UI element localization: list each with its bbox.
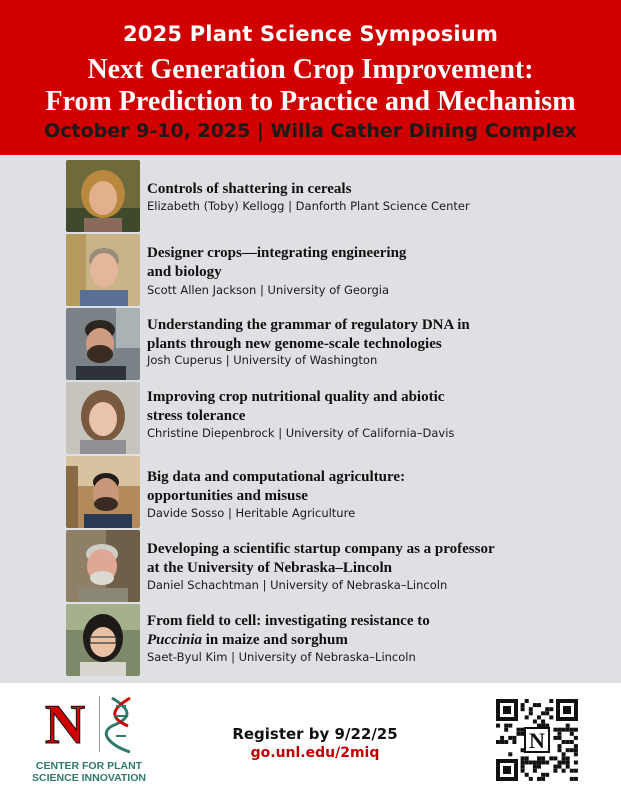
talk-title-line2 xyxy=(147,631,348,649)
talk-title: Improving crop nutritional quality and abiotic xyxy=(147,389,445,405)
talk-title-line2: and biology xyxy=(147,264,222,280)
nebraska-n-logo xyxy=(35,695,95,751)
talk-speaker: Christine Diepenbrock | University of California–Davis xyxy=(147,426,455,440)
symposium-name: 2025 Plant Science Symposium xyxy=(122,22,499,46)
speaker-photo xyxy=(66,456,140,528)
center-name-line1: CENTER FOR PLANT xyxy=(35,760,143,772)
logo-divider xyxy=(99,696,100,752)
talk-title: Designer crops—integrating engineering xyxy=(147,245,407,261)
talk-title-line2: plants through new genome-scale technologies xyxy=(147,336,442,352)
talk-item xyxy=(66,308,586,380)
talk-title-italic: Puccinia xyxy=(147,632,202,648)
speaker-photo xyxy=(66,382,140,454)
center-name-line2: SCIENCE INNOVATION xyxy=(32,772,146,784)
talk-title: Controls of shattering in cereals xyxy=(147,181,352,197)
event-date-venue: October 9-10, 2025 | Willa Cather Dining Complex xyxy=(44,120,577,142)
dna-helix-icon xyxy=(104,696,138,754)
event-title-line1: Next Generation Crop Improvement: xyxy=(87,54,534,85)
talk-speaker: Josh Cuperus | University of Washington xyxy=(147,353,378,367)
logo-letter: N xyxy=(44,695,86,751)
talk-title-line2: stress tolerance xyxy=(147,408,246,424)
speaker-photo xyxy=(66,308,140,380)
talk-item xyxy=(66,530,586,602)
talk-speaker: Saet-Byul Kim | University of Nebraska–Lincoln xyxy=(147,650,416,664)
speaker-photo xyxy=(66,160,140,232)
speaker-photo xyxy=(66,530,140,602)
talk-item xyxy=(66,160,586,232)
talk-title: From field to cell: investigating resistance to xyxy=(147,613,430,629)
event-title-line2: From Prediction to Practice and Mechanism xyxy=(45,86,576,117)
talk-title-line2: at the University of Nebraska–Lincoln xyxy=(147,560,392,576)
talk-item xyxy=(66,456,586,528)
header-banner xyxy=(0,0,621,155)
qr-code-icon[interactable] xyxy=(494,697,580,783)
talk-title-rest: in maize and sorghum xyxy=(202,632,348,648)
speaker-photo xyxy=(66,604,140,676)
qr-letter: N xyxy=(529,728,545,753)
talk-title: Developing a scientific startup company as a professor xyxy=(147,541,495,557)
talk-title: Understanding the grammar of regulatory DNA in xyxy=(147,317,470,333)
talk-item xyxy=(66,234,586,306)
talk-item xyxy=(66,382,586,454)
talk-title: Big data and computational agriculture: xyxy=(147,469,406,485)
talk-item xyxy=(66,604,586,676)
talk-speaker: Elizabeth (Toby) Kellogg | Danforth Plant Science Center xyxy=(147,199,470,213)
talk-speaker: Davide Sosso | Heritable Agriculture xyxy=(147,506,356,520)
talk-title-line2: opportunities and misuse xyxy=(147,488,308,504)
center-name xyxy=(24,760,154,784)
register-deadline: Register by 9/22/25 xyxy=(232,725,398,743)
speaker-photo xyxy=(66,234,140,306)
talk-speaker: Scott Allen Jackson | University of Georgia xyxy=(147,283,390,297)
register-link[interactable]: go.unl.edu/2miq xyxy=(250,745,380,761)
talk-speaker: Daniel Schachtman | University of Nebraska–Lincoln xyxy=(147,578,448,592)
